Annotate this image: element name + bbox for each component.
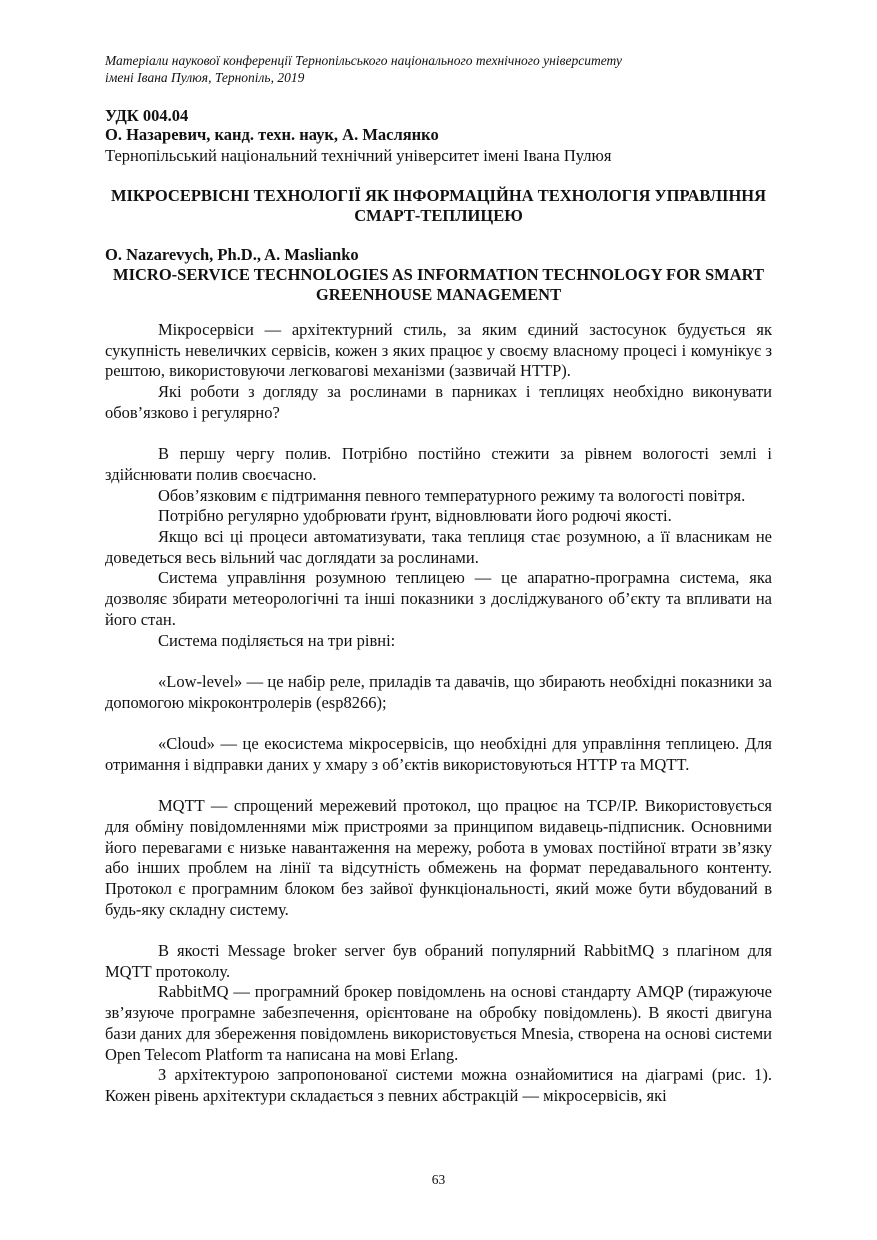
body-paragraph: Потрібно регулярно удобрювати ґрунт, відновлювати його родючі якості.: [158, 506, 672, 526]
body-paragraph: Які роботи з догляду за рослинами в парниках і теплицях необхідно виконувати обов’язково і регулярно?: [105, 382, 772, 422]
conference-header-line: Матеріали наукової конференції Тернопільського національного технічного університету: [105, 53, 622, 68]
body-paragraph: З архітектурою запропонованої системи можна ознайомитися на діаграмі (рис. 1). Кожен рівень архітектури складається з певних абстракцій — мікросервісів, які: [105, 1065, 772, 1105]
title-ukrainian: МІКРОСЕРВІСНІ ТЕХНОЛОГІЇ ЯК ІНФОРМАЦІЙНА ТЕХНОЛОГІЯ УПРАВЛІННЯ СМАРТ-ТЕПЛИЦЕЮ: [110, 186, 767, 225]
body-paragraph: Обов’язковим є підтримання певного температурного режиму та вологості повітря.: [158, 485, 746, 505]
page-number: 63: [431, 1172, 446, 1187]
body-paragraph: В якості Message broker server був обраний популярний RabbitMQ з плагіном для MQTT протоколу.: [105, 941, 772, 981]
authors-english: O. Nazarevych, Ph.D., A. Maslianko: [105, 245, 359, 264]
udk-code: УДК 004.04: [105, 106, 189, 125]
body-paragraph: Система поділяється на три рівні:: [158, 630, 396, 650]
body-paragraph: «Cloud» — це екосистема мікросервісів, що необхідні для управління теплицею. Для отримання і відправки даних у хмару з об’єктів використовуються HTTP та MQTT.: [105, 734, 772, 774]
body-paragraph: Якщо всі ці процеси автоматизувати, така теплиця стає розумною, а її власникам не доведеться весь вільний час доглядати за рослинами.: [105, 527, 772, 567]
body-paragraph: «Low-level» — це набір реле, приладів та давачів, що збирають необхідні показники за допомогою мікроконтролерів (esp8266);: [105, 671, 772, 712]
authors-ukrainian: О. Назаревич, канд. техн. наук, А. Маслянко: [105, 125, 439, 144]
conference-header-line: імені Івана Пулюя, Тернопіль, 2019: [105, 70, 305, 85]
affiliation: Тернопільський національний технічний університет імені Івана Пулюя: [105, 146, 612, 165]
conference-header: [105, 52, 785, 86]
body-paragraph: В першу чергу полив. Потрібно постійно стежити за рівнем вологості землі і здійснювати полив своєчасно.: [105, 444, 772, 484]
body-paragraph: Система управління розумною теплицею — це апаратно-програмна система, яка дозволяє збирати метеорологічні та інші показники з досліджуваного об’єкту та впливати на його стан.: [105, 568, 772, 629]
body-paragraph: Мікросервіси — архітектурний стиль, за яким єдиний застосунок будується як сукупність невеличких сервісів, кожен з яких працює у своєму власному процесі і комунікує з рештою, використовуючи легковагові механізми (зазвичай HTTP).: [105, 320, 772, 381]
article-body: [105, 320, 772, 1107]
title-english: MICRO-SERVICE TECHNOLOGIES AS INFORMATION TECHNOLOGY FOR SMART GREENHOUSE MANAGEMENT: [113, 265, 764, 304]
body-paragraph: RabbitMQ — програмний брокер повідомлень на основі стандарту AMQP (тиражуюче зв’язуюче програмне забезпечення, орієнтоване на обробку повідомлень). В якості двигуна бази даних для збереження повідомлень використовується Mnesia, створена на основі системи Open Telecom Platform та написана на мові Erlang.: [105, 982, 772, 1064]
body-paragraph: MQTT — спрощений мережевий протокол, що працює на TCP/IP. Використовується для обміну повідомленнями між пристроями за принципом видавець-підписник. Основними його перевагами є низьке навантаження на мережу, робота в умовах постійної втрати зв’язку або інших проблем на лінії та відсутність обмежень на формат передавального контенту. Протокол є програмним блоком без зайвої функціональності, який може бути вбудований в будь-яку складну систему.: [105, 796, 772, 919]
